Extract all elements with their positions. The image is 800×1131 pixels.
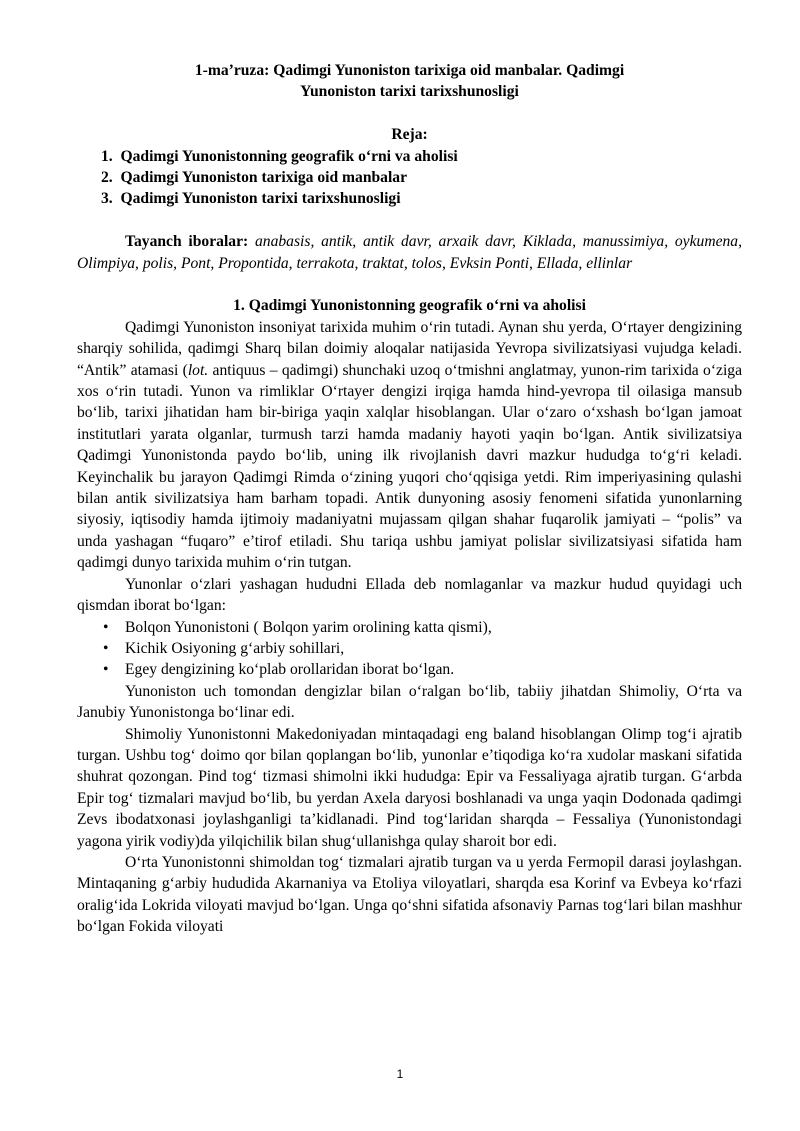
list-item: • Egey dengizining ko‘plab orollaridan iborat bo‘lgan. — [77, 659, 742, 680]
body-paragraph: Qadimgi Yunoniston insoniyat tarixida muhim o‘rin tutadi. Aynan shu yerda, O‘rtayer dengizining sharqiy sohilida, qadimgi Sharq bilan doimiy aloqalar natijasida Yevropa sivilizatsiyasi vujudga keladi. “Antik” atamasi (lot. antiquus – qadimgi) shunchaki uzoq o‘tmishni anglatmay, yunon-rim tarixida o‘ziga xos o‘rin tutadi. Yunon va rimliklar O‘rtayer dengizi irqiga hamda hind-yevropa til oilasiga mansub bo‘lib, tarixi jihatidan ham bir-biriga yaqin xalqlar hisoblangan. Ular o‘zaro o‘xshash bo‘lgan jamoat institutlari yarata olganlar, turmush tarzi hamda madaniy hayoti yaqin bo‘lgan. Antik sivilizatsiya Qadimgi Yunonistonda paydo bo‘lib, uning ilk rivojlanish davri mazkur hududga to‘g‘ri keladi. Keyinchalik bu jarayon Qadimgi Rimda o‘zining yuqori cho‘qqisiga yetdi. Rim imperiyasining qulashi bilan antik sivilizatsiya ham barham topadi. Antik dunyoning asosiy fenomeni sifatida yunonlarning siyosiy, iqtisodiy hamda ijtimoiy madaniyatni mujassam qilgan shahar fuqarolik jamiyati – “polis” va unda yashagan “fuqaro” e’tirof etiladi. Shu tariqa ushbu jamiyat polislar sivilizatsiyasi sifatida ham qadimgi dunyo tarixida muhim o‘rin tutgan. — [77, 318, 742, 572]
page-number: 1 — [396, 1067, 404, 1081]
regions-list — [77, 617, 742, 681]
document-page — [77, 60, 742, 938]
list-item: • Bolqon Yunonistoni ( Bolqon yarim orolining katta qismi), — [77, 617, 742, 638]
lecture-title — [77, 60, 742, 103]
plan-item: 1. Qadimgi Yunonistonning geografik o‘rni va aholisi — [101, 147, 458, 165]
body-paragraph: Yunoniston uch tomondan dengizlar bilan o‘ralgan bo‘lib, tabiiy jihatdan Shimoliy, O‘rta va Janubiy Yunonistonga bo‘linar edi. — [77, 682, 742, 722]
list-item: • Kichik Osiyoning g‘arbiy sohillari, — [77, 638, 742, 659]
keywords-list: anabasis, antik, antik davr, arxaik davr, Kiklada, manussimiya, oykumena, Olimpiya, polis, Pont, Propontida, terrakota, traktat, tolos, Evksin Ponti, Ellada, ellinlar — [77, 233, 742, 272]
plan-list — [77, 146, 742, 210]
plan-heading: Reja: — [391, 126, 428, 144]
keywords-paragraph — [77, 231, 742, 274]
title-line-1: 1-ma’ruza: Qadimgi Yunoniston tarixiga oid manbalar. Qadimgi — [194, 62, 625, 79]
plan-item: 2. Qadimgi Yunoniston tarixiga oid manbalar — [101, 169, 408, 187]
title-line-2: Yunoniston tarixi tarixshunosligi — [300, 83, 519, 101]
body-paragraph: O‘rta Yunonistonni shimoldan tog‘ tizmalari ajratib turgan va u yerda Fermopil darasi joylashgan. Mintaqaning g‘arbiy hududida Akarnaniya va Etoliya viloyatlari, sharqda esa Korinf va Evbeya ko‘rfazi oralig‘ida Lokrida viloyati mavjud bo‘lgan. Unga qo‘shni sifatida afsonaviy Parnas tog‘lari bilan mashhur bo‘lgan Fokida viloyati — [77, 853, 742, 936]
plan-item: 3. Qadimgi Yunoniston tarixi tarixshunosligi — [101, 190, 401, 208]
section-heading: 1. Qadimgi Yunonistonning geografik o‘rni va aholisi — [233, 297, 586, 315]
body-paragraph: Yunonlar o‘zlari yashagan hududni Ellada deb nomlaganlar va mazkur hudud quyidagi uch qismdan iborat bo‘lgan: — [77, 575, 742, 615]
keywords-label: Tayanch iboralar: — [125, 233, 249, 251]
body-paragraph: Shimoliy Yunonistonni Makedoniyadan mintaqadagi eng baland hisoblangan Olimp tog‘i ajratib turgan. Ushbu tog‘ doimo qor bilan qoplangan bo‘lib, yunonlar e’tiqodiga ko‘ra xudolar maskani sifatida shuhrat qozongan. Pind tog‘ tizmasi shimolni ikki hududga: Epir va Fessaliyaga ajratib turgan. G‘arbda Epir tog‘ tizmalari mavjud bo‘lib, bu yerdan Axela daryosi boshlanadi va unga yaqin Dodonada qadimgi Zevs ibodatxonasi joylashganligi ta’kidlanadi. Pind tog‘laridan sharqda – Fessaliya (Yunonistondagi yagona yirik vodiy)da yilqichilik bilan shug‘ullanishga qulay sharoit bor edi. — [77, 725, 742, 850]
